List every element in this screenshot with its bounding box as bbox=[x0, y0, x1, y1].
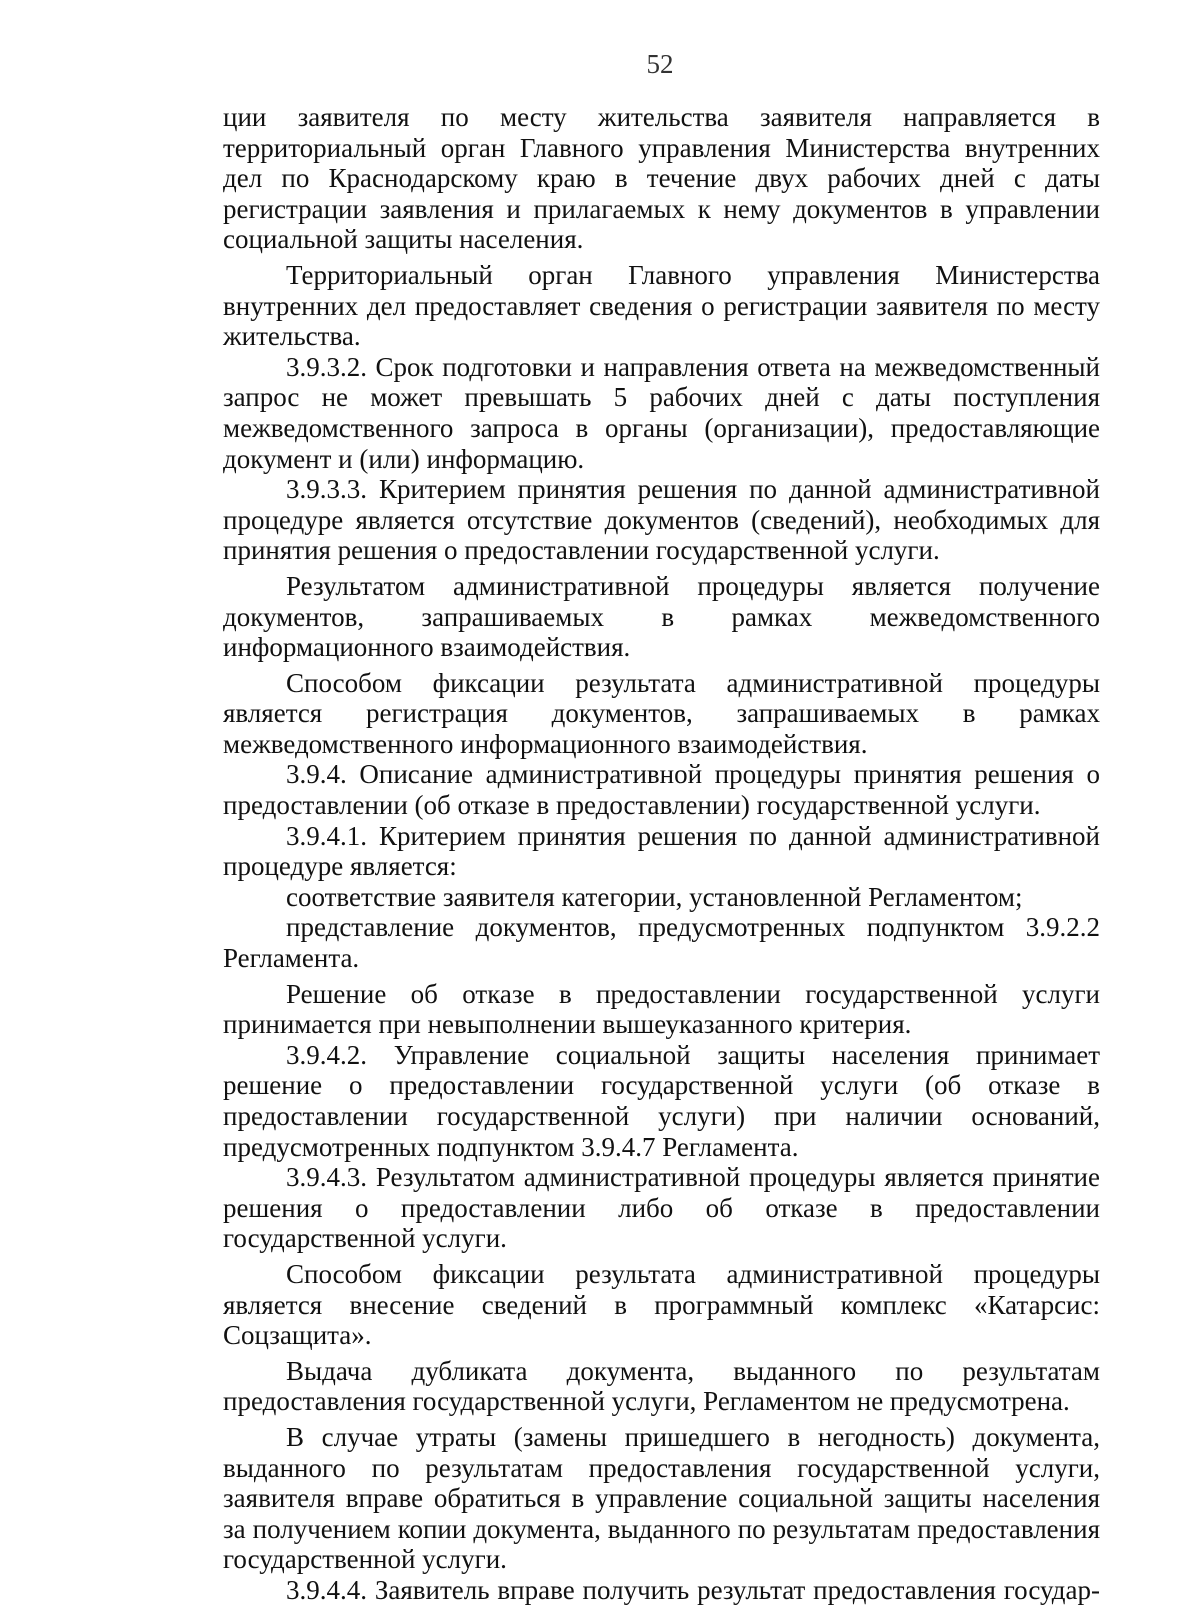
paragraph: Решение об отказе в предоставлении государственной услуги принимается при невыполнении вышеуказанного критерия. bbox=[223, 978, 1100, 1040]
paragraph: 3.9.4.3. Результатом административной процедуры является принятие решения о предоставлении либо об отказе в предоставлении государственной услуги. bbox=[223, 1162, 1100, 1254]
paragraph: соответствие заявителя категории, установленной Регламентом; bbox=[286, 881, 1023, 912]
paragraph: В случае утраты (замены пришедшего в негодность) документа, выданного по результатам предоставления государственной услуги, заявителя вправе обратиться в управление социальной защиты населения за получением копии документа, выданного по результатам предоставления государственной услуги. bbox=[223, 1421, 1100, 1575]
paragraph: Способом фиксации результата административной процедуры является регистрация документов, запрашиваемых в рамках межведомственного информационного взаимодействия. bbox=[223, 667, 1100, 759]
paragraph: 3.9.4.2. Управление социальной защиты населения принимает решение о предоставлении государственной услуги (об отказе в предоставлении государственной услуги) при наличии оснований, предусмотренных подпунктом 3.9.4.7 Регламента. bbox=[223, 1039, 1100, 1162]
paragraph: Территориальный орган Главного управления Министерства внутренних дел предоставляет сведения о регистрации заявителя по месту жительства. bbox=[223, 259, 1100, 352]
paragraph: 3.9.4.4. Заявитель вправе получить результат предоставления государ- bbox=[286, 1574, 1100, 1605]
document-body bbox=[223, 102, 1100, 1606]
paragraph: 3.9.3.2. Срок подготовки и направления ответа на межведомственный запрос не может превышать 5 рабочих дней с даты поступления межведомственного запроса в органы (организации), предоставляющие документ и (или) информацию. bbox=[223, 351, 1100, 474]
paragraph: 3.9.4. Описание административной процедуры принятия решения о предоставлении (об отказе в предоставлении) государственной услуги. bbox=[223, 759, 1100, 821]
paragraph: Результатом административной процедуры является получение документов, запрашиваемых в рамках межведомственного информационного взаимодействия. bbox=[223, 570, 1100, 663]
paragraph: Способом фиксации результата административной процедуры является внесение сведений в программный комплекс «Катарсис: Соцзащита». bbox=[223, 1258, 1100, 1351]
paragraph: представление документов, предусмотренных подпунктом 3.9.2.2 Регламента. bbox=[223, 912, 1100, 974]
paragraph: 3.9.4.1. Критерием принятия решения по данной административной процедуре является: bbox=[223, 820, 1100, 882]
paragraph: ции заявителя по месту жительства заявителя направляется в территориальный орган Главного управления Министерства внутренних дел по Краснодарскому краю в течение двух рабочих дней с даты регистрации заявления и прилагаемых к нему документов в управлении социальной защиты населения. bbox=[223, 102, 1100, 255]
paragraph: 3.9.3.3. Критерием принятия решения по данной административной процедуре является отсутствие документов (сведений), необходимых для принятия решения о предоставлении государственной услуги. bbox=[223, 474, 1100, 566]
paragraph: Выдача дубликата документа, выданного по результатам предоставления государственной услуги, Регламентом не предусмотрена. bbox=[223, 1355, 1100, 1417]
page-number: 52 bbox=[646, 49, 674, 79]
